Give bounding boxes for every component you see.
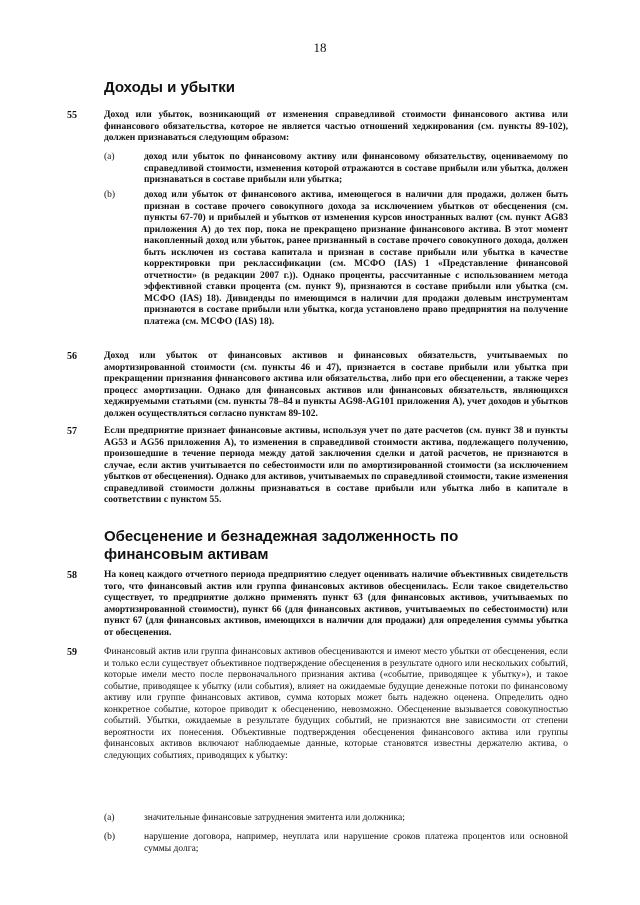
- subitem-text: доход или убыток по финансовому активу или финансовому обязательству, оцениваемому по справедливой стоимости, изменения которой отражаются в составе прибыли или убытка, должен признаваться в составе прибыли или убытка;: [144, 152, 568, 185]
- subitem-label: (a): [104, 152, 115, 162]
- subitem-text: доход или убыток от финансового актива, имеющегося в наличии для продажи, должен быть признан в составе прочего совокупного дохода за исключением убытков от обесценения (см. пункты 67-70) и прибылей и убытков от изменения курсов иностранных валют (см. пункт AG83 приложения А) до тех пор, пока не прекращено признание финансового актива. В этот момент накопленный доход или убыток, ранее признанный в составе прочего совокупного дохода, должен быть исключен из состава капитала и признан в составе прибыли или убытка в качестве корректировки при реклассификации (см. МСФО (IAS) 1 «Представление финансовой отчетности» (в редакции 2007 г.)). Однако проценты, рассчитанные с использованием метода эффективной ставки процента (см. пункт 9), признаются в составе прибыли или убытка (см. МСФО (IAS) 18). Дивиденды по имеющимся в наличии для продажи долевым инструментам признаются в составе прибыли или убытка, когда установлено право предприятия на получение платежа (см. МСФО (IAS) 18).: [144, 190, 568, 327]
- paragraph-number: 56: [67, 351, 77, 362]
- paragraph-text: Доход или убыток, возникающий от изменения справедливой стоимости финансового актива или финансового обязательства, которое не является частью отношений хеджирования (см. пункты 89-102), должен признаваться следующим образом:: [104, 110, 568, 143]
- subitem-label: (b): [104, 190, 116, 200]
- section-heading-gains-losses: Доходы и убытки: [104, 79, 235, 96]
- paragraph-number: 59: [67, 647, 77, 658]
- subitem-label: (b): [104, 832, 116, 842]
- subitem-text: нарушение договора, например, неуплата или нарушение сроков платежа процентов или основной суммы долга;: [144, 832, 568, 854]
- paragraph-text: Доход или убыток от финансовых активов и финансовых обязательств, учитываемых по амортизированной стоимости (см. пункты 46 и 47), признается в составе прибыли или убытка при прекращении признания финансового актива или обязательства, либо при его обесценении, а также через процесс амортизации. Однако для финансовых активов или финансовых обязательств, являющихся хеджируемыми статьями (см. пункты 78–84 и пункты AG98-AG101 приложения А), учет доходов и убытков должен осуществляться согласно пунктам 89-102.: [104, 351, 568, 419]
- paragraph-number: 58: [67, 570, 77, 581]
- paragraph-number: 55: [67, 110, 77, 121]
- section-heading-impairment: Обесценение и безнадежная задолженность по финансовым активам: [104, 528, 459, 563]
- paragraph-text: Если предприятие признает финансовые активы, используя учет по дате расчетов (см. пункт 38 и пункты AG53 и AG56 приложения А), то изменения в справедливой стоимости актива, подлежащего получению, произошедшие в течение периода между датой заключения сделки и датой расчетов, не признаются в случае, если актив учитывается по себестоимости или по амортизированной стоимости (за исключением убытков от обесценения). Однако для активов, учитываемых по справедливой стоимости, такие изменения справедливой стоимости должны признаваться в составе прибыли или убытка либо в капитале в соответствии с пунктом 55.: [104, 426, 568, 505]
- paragraph-text: На конец каждого отчетного периода предприятию следует оценивать наличие объективных свидетельств того, что финансовый актив или группа финансовых активов обесценилась. Если такое свидетельство существует, то предприятие должно применять пункт 63 (для финансовых активов, учитываемых по амортизированной стоимости), пункт 66 (для финансовых активов, учитываемых по себестоимости) или пункт 67 (для финансовых активов, имеющихся в наличии для продажи) для определения суммы убытка от обесценения.: [104, 570, 568, 638]
- paragraph-number: 57: [67, 426, 77, 437]
- paragraph-text: Финансовый актив или группа финансовых активов обесцениваются и имеют место убытки от обесценения, если и только если существует объективное подтверждение обесценения в результате одного или нескольких событий, которые имели место после первоначального признания актива («событие, приводящее к убытку»), и такое событие, приводящее к убытку (или события), влияет на ожидаемые будущие денежные потоки по финансовому активу или группе финансовых активов, сумма которых может быть надежно оценена. Определить одно конкретное событие, которое приводит к обесценению, невозможно. Обесценение вызывается совокупностью событий. Убытки, ожидаемые в результате будущих событий, не признаются вне зависимости от степени вероятности их понесения. Объективные подтверждения обесценения финансового актива или группы финансовых активов включают наблюдаемые данные, которые становятся известны держателю актива, о следующих событиях, приводящих к убытку:: [104, 647, 568, 761]
- subitem-label: (a): [104, 813, 115, 823]
- subitem-text: значительные финансовые затруднения эмитента или должника;: [144, 813, 405, 823]
- page-number: 18: [313, 40, 327, 55]
